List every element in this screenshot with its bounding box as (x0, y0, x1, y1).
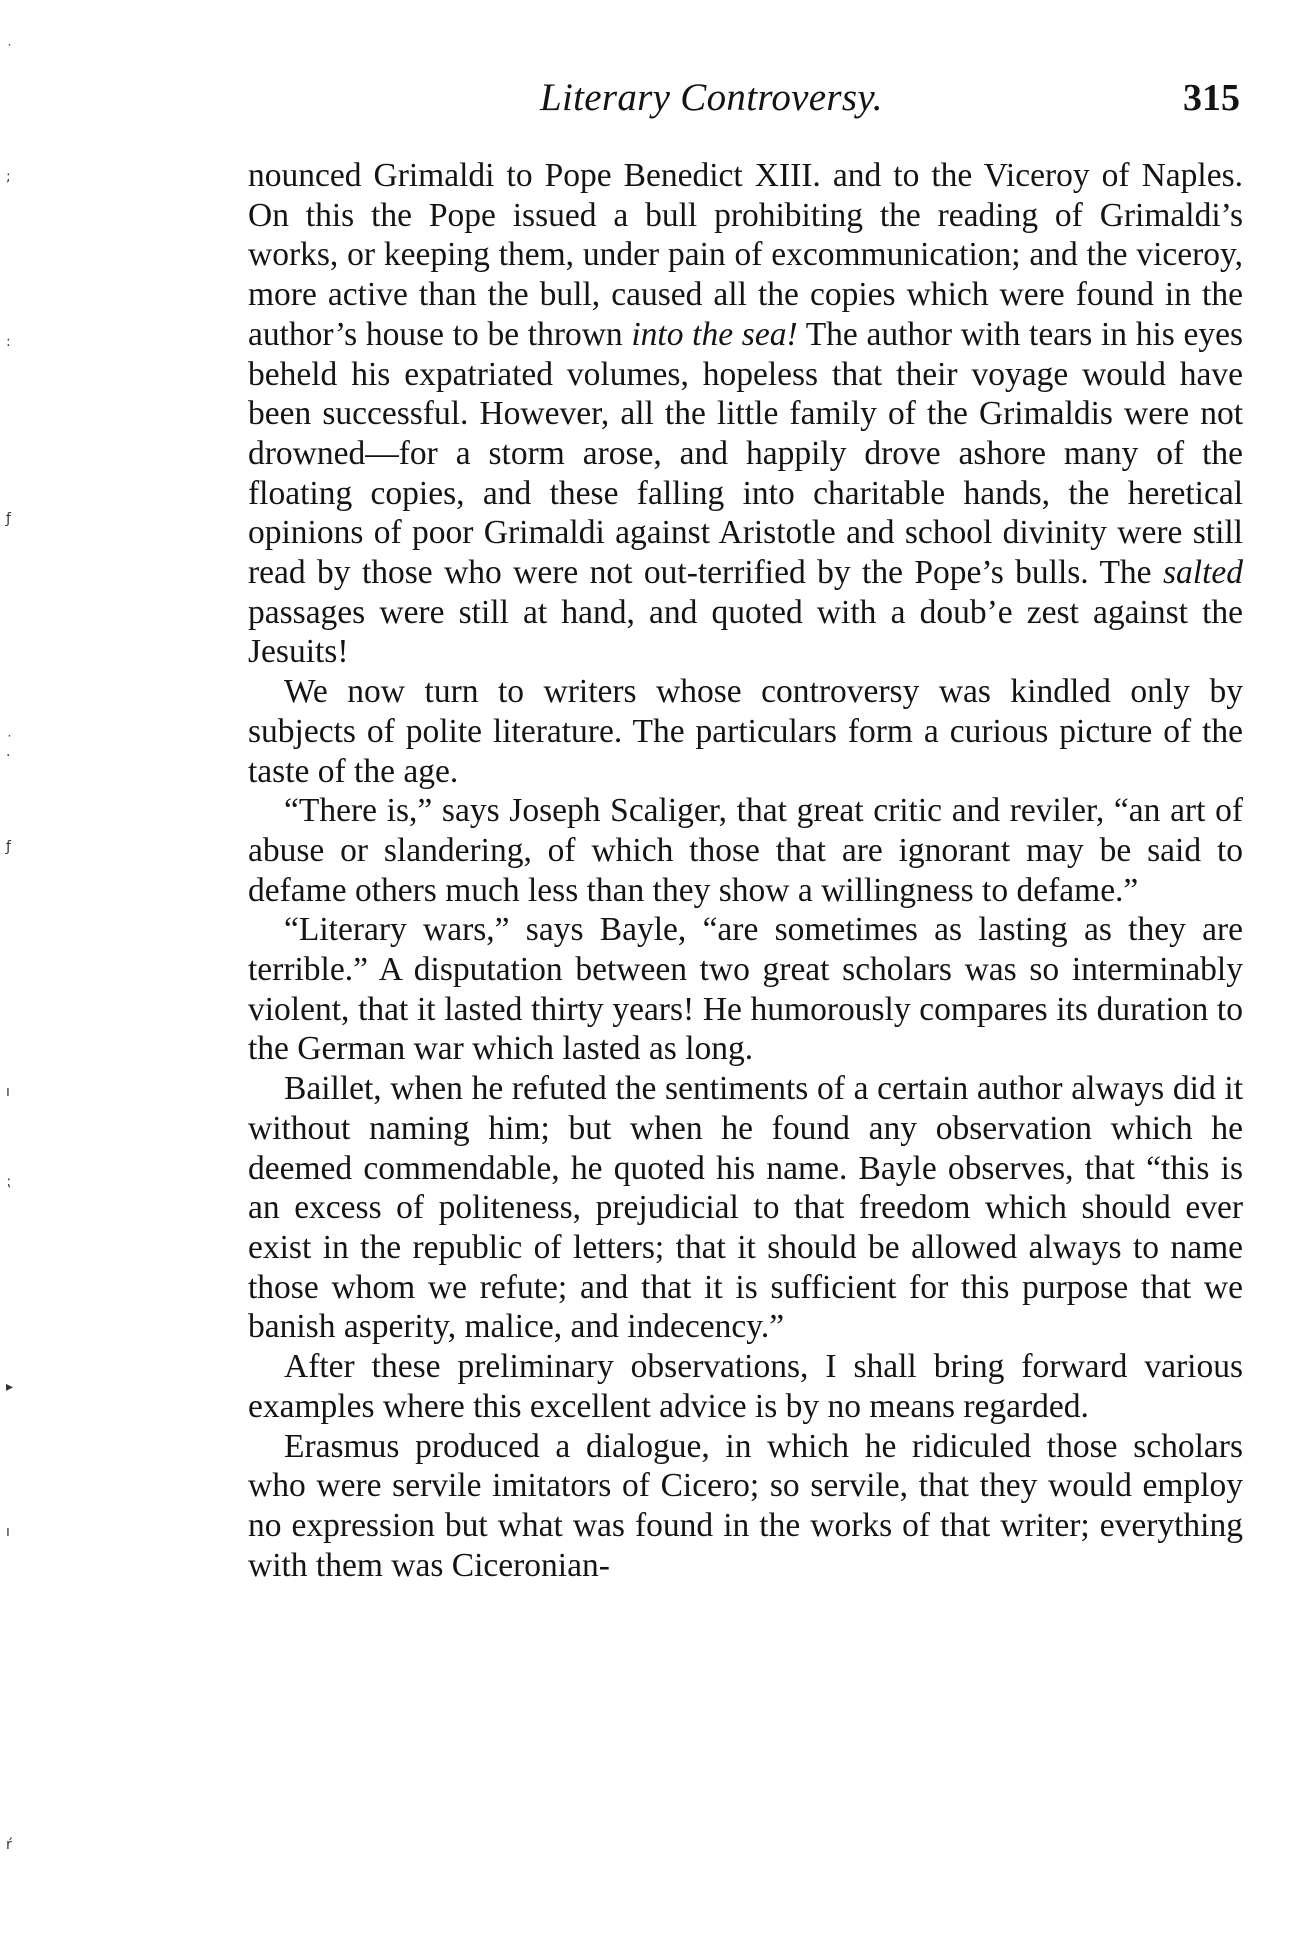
paragraph: “There is,” says Joseph Scaliger, that great critic and reviler, “an art of abuse or slandering, of which those that are ignorant may be said to defame others much less than they show a willingness to defame.” (248, 792, 1243, 909)
margin-mark: ▸ (6, 1379, 14, 1395)
margin-mark: ƒ (6, 511, 11, 527)
margin-mark: ˙ (6, 43, 13, 59)
margin-mark: ; (6, 169, 11, 185)
paragraph-continued (248, 156, 1243, 672)
margin-mark: ˙ · (6, 734, 13, 764)
margin-mark: ŕ (6, 1837, 12, 1853)
paragraph-text: nounced Grimaldi to Pope Benedict XIII. and to the Viceroy of Naples. On this the Pope issued a bull prohibiting the reading of Grimaldi’s works, or keeping them, under pain of excommunication; and the viceroy, more active than the bull, caused all the copies which were found in the author’s house to be thrown (248, 157, 1243, 353)
paragraph: “Literary wars,” says Bayle, “are sometimes as lasting as they are terrible.” A disputation between two great scholars was so interminably violent, that it lasted thirty years! He humorously compares its duration to the German war which lasted as long. (248, 911, 1243, 1068)
running-head-title: Literary Controversy. (540, 76, 883, 119)
emphasis-text: salted (1162, 554, 1243, 592)
emphasis-text: into the sea! (631, 315, 798, 353)
paragraph: After these preliminary observations, I shall bring forward various examples where this excellent advice is by no means regarded. (248, 1348, 1243, 1425)
page-number: 315 (1183, 77, 1240, 119)
paragraph: Erasmus produced a dialogue, in which he ridiculed those scholars who were servile imitators of Cicero; so servile, that they would employ no expression but what was found in the works of that writer; everything with them was Ciceronian- (248, 1427, 1243, 1584)
margin-mark: ı (6, 1084, 10, 1100)
running-head (250, 68, 1240, 128)
body-text (248, 156, 1243, 1585)
margin-mark: : (6, 334, 11, 350)
margin-mark: ı (6, 1524, 10, 1540)
paragraph-text: passages were still at hand, and quoted with a doub’e zest against the Jesuits! (248, 593, 1243, 671)
margin-mark: ƒ (6, 839, 11, 855)
margin-mark: ⁏ (6, 1174, 11, 1190)
paragraph: Baillet, when he refuted the sentiments of a certain author always did it without naming him; but when he found any observation which he deemed commendable, he quoted his name. Bayle observes, that “this is an excess of politeness, prejudicial to that freedom which should ever exist in the republic of letters; that it should be allowed always to name those whom we refute; and that it is sufficient for this purpose that we banish asperity, malice, and indecency.” (248, 1070, 1243, 1346)
paragraph-text: The author with tears in his eyes beheld his expatriated volumes, hopeless that their voyage would have been successful. However, all the little family of the Grimaldis were not drowned—for a storm arose, and happily drove ashore many of the floating copies, and these falling into charitable hands, the heretical opinions of poor Grimaldi against Aristotle and school divinity were still read by those who were not out-terrified by the Pope’s bulls. The (248, 315, 1243, 592)
paragraph: We now turn to writers whose controversy was kindled only by subjects of polite literature. The particulars form a curious picture of the taste of the age. (248, 673, 1243, 790)
